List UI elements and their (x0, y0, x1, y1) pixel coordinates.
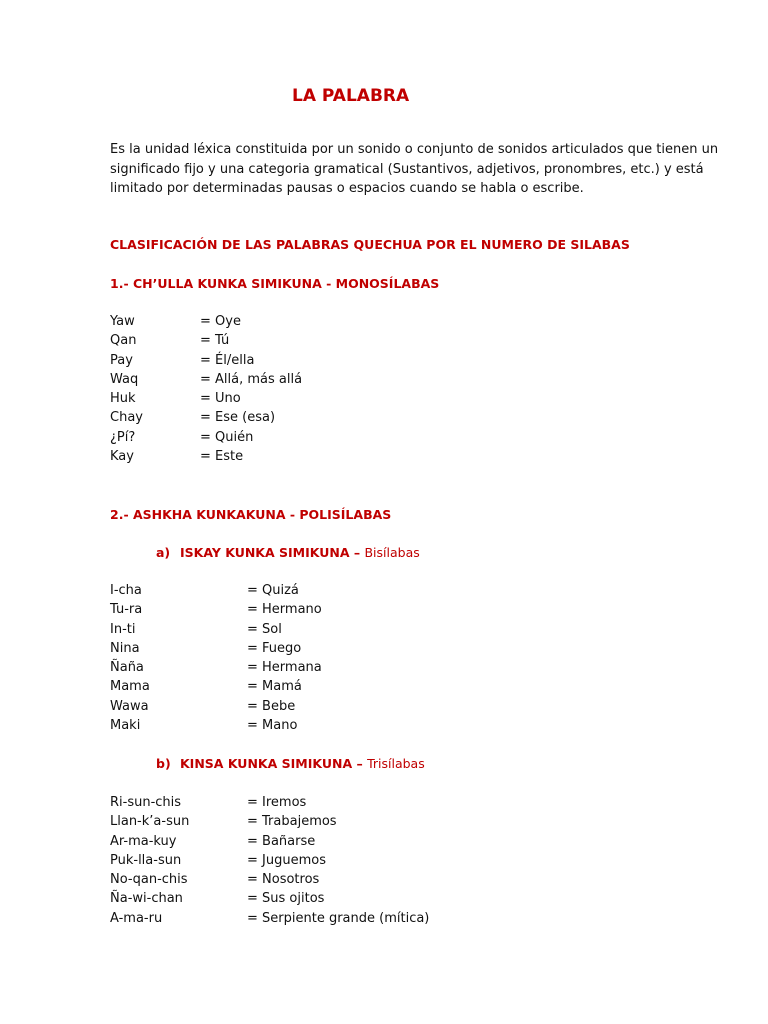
quechua-word: Qan (110, 333, 137, 349)
subsection-marker: a) (156, 545, 171, 560)
quechua-word: Pay (110, 352, 133, 368)
quechua-word: Ar-ma-kuy (110, 833, 177, 849)
intro-line: Es la unidad léxica constituida por un sonido o conjunto de sonidos articulados que tienen un (110, 142, 719, 157)
spanish-meaning: = Hermano (247, 602, 322, 618)
spanish-meaning: = Mamá (247, 679, 302, 695)
spanish-meaning: = Oye (200, 314, 241, 329)
quechua-word: Puk-lla-sun (110, 852, 182, 868)
spanish-meaning: = Juguemos (247, 852, 326, 868)
quechua-word: Tu-ra (110, 602, 143, 618)
quechua-word: Kay (110, 449, 134, 465)
spanish-meaning: = Sol (247, 621, 282, 637)
spanish-meaning: = Hermana (247, 660, 322, 676)
quechua-word: Yaw (110, 314, 135, 329)
quechua-word: Huk (110, 391, 136, 407)
subsection-note: Bisílabas (364, 545, 420, 560)
quechua-word: Wawa (110, 698, 149, 714)
intro-line: limitado por determinadas pausas o espacios cuando se habla o escribe. (110, 181, 584, 196)
subsection-b-heading (156, 756, 425, 771)
spanish-meaning: = Trabajemos (247, 814, 337, 830)
spanish-meaning: = Uno (200, 391, 241, 407)
quechua-word: A-ma-ru (110, 910, 163, 926)
classification-heading: CLASIFICACIÓN DE LAS PALABRAS QUECHUA POR EL NUMERO DE SILABAS (110, 237, 630, 252)
quechua-word: Maki (110, 718, 141, 734)
spanish-meaning: = Tú (200, 333, 230, 349)
quechua-word: Chay (110, 410, 143, 426)
spanish-meaning: = Serpiente grande (mítica) (247, 910, 430, 926)
quechua-word: ¿Pí? (110, 429, 136, 445)
quechua-word: Nina (110, 640, 140, 656)
subsection-a-heading (156, 545, 420, 560)
section1-heading: 1.- CH’ULLA KUNKA SIMIKUNA - MONOSÍLABAS (110, 276, 440, 291)
intro-paragraph (110, 140, 719, 199)
spanish-meaning: = Quién (200, 429, 254, 445)
spanish-meaning: = Él/ella (200, 352, 255, 368)
quechua-word: I-cha (110, 583, 142, 598)
quechua-word: Ña-wi-chan (110, 891, 183, 907)
spanish-meaning: = Este (200, 449, 244, 465)
quechua-word: In-ti (110, 621, 136, 637)
spanish-meaning: = Quizá (247, 583, 299, 598)
spanish-meaning: = Mano (247, 718, 298, 734)
quechua-word: Mama (110, 679, 150, 695)
spanish-meaning: = Nosotros (247, 872, 320, 888)
spanish-meaning: = Iremos (247, 795, 307, 810)
subsection-label: ISKAY KUNKA SIMIKUNA – (180, 545, 365, 560)
page-title: LA PALABRA (292, 86, 410, 106)
subsection-marker: b) (156, 756, 171, 771)
spanish-meaning: = Sus ojitos (247, 891, 325, 907)
section2-heading: 2.- ASHKHA KUNKAKUNA - POLISÍLABAS (110, 507, 392, 522)
spanish-meaning: = Bañarse (247, 833, 316, 849)
subsection-note: Trisílabas (367, 756, 425, 771)
subsection-label: KINSA KUNKA SIMIKUNA – (180, 756, 368, 771)
spanish-meaning: = Fuego (247, 640, 302, 656)
quechua-word: No-qan-chis (110, 872, 188, 888)
quechua-word: Ri-sun-chis (110, 795, 182, 810)
quechua-word: Waq (110, 371, 139, 387)
spanish-meaning: = Bebe (247, 698, 296, 714)
quechua-word: Ñaña (110, 660, 144, 676)
spanish-meaning: = Allá, más allá (200, 371, 303, 387)
intro-line: significado fijo y una categoria gramatical (Sustantivos, adjetivos, pronombres, etc.) y está (110, 161, 704, 177)
spanish-meaning: = Ese (esa) (200, 410, 276, 426)
quechua-word: Llan-k’a-sun (110, 814, 190, 830)
